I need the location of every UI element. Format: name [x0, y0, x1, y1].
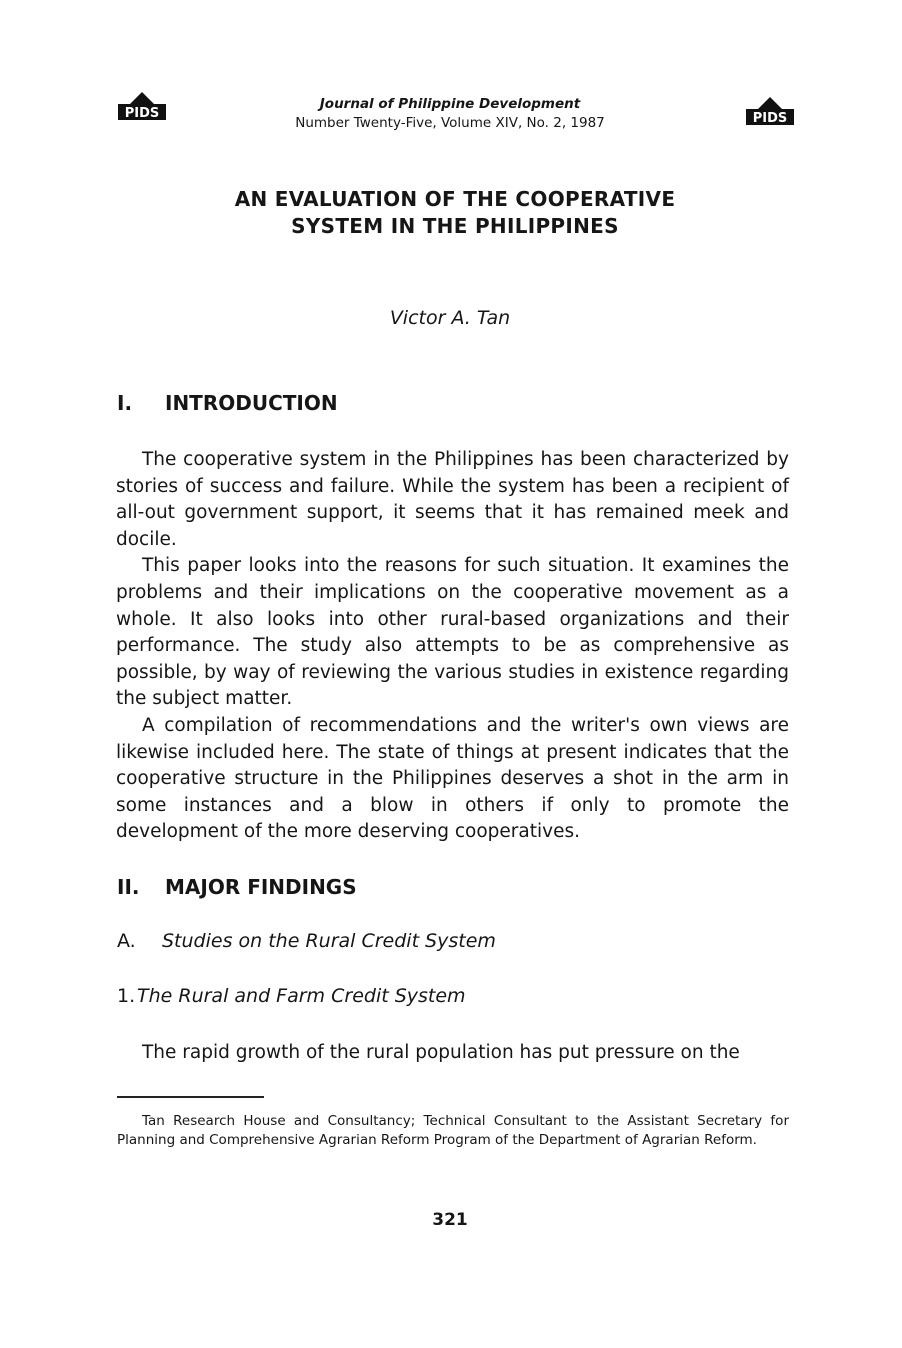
section-title: INTRODUCTION [165, 391, 338, 415]
section-number: II. [117, 875, 140, 899]
footnote-divider [117, 1096, 264, 1098]
svg-text:PIDS: PIDS [124, 106, 160, 121]
pids-logo-right [742, 95, 798, 129]
section-heading-introduction [117, 391, 338, 415]
findings-paragraph-1: The rapid growth of the rural population has put pressure on the [142, 1042, 740, 1063]
article-author: Victor A. Tan [389, 307, 511, 329]
introduction-body [116, 447, 789, 846]
intro-paragraph-3: A compilation of recommendations and the writer's own views are likewise included here. The state of things at present indicates that the cooperative structure in the Philippines deserves a shot in the arm in some instances and a blow in others if only to promote the development of the more deserving cooperatives. [116, 714, 789, 843]
journal-header [250, 95, 650, 133]
svg-text:PIDS: PIDS [752, 111, 788, 126]
subsection-number: 1. [117, 985, 136, 1007]
section-heading-major-findings [117, 875, 357, 899]
intro-paragraph-2: This paper looks into the reasons for such situation. It examines the problems and their implications on the cooperative movement as a whole. It also looks into other rural-based organizations and their performance. The study also attempts to be as comprehensive as possible, by way of reviewing the various studies in existence regarding the subject matter. [116, 555, 789, 710]
subsection-title: Studies on the Rural Credit System [162, 930, 496, 952]
subsection-number: A. [117, 930, 136, 952]
article-title [200, 186, 710, 240]
section-number: I. [117, 391, 133, 415]
subsection-title: The Rural and Farm Credit System [137, 985, 466, 1007]
subsection-heading-a [117, 930, 496, 952]
journal-issue: Number Twenty-Five, Volume XIV, No. 2, 1987 [295, 115, 605, 131]
journal-title: Journal of Philippine Development [319, 96, 581, 112]
footnote [117, 1112, 789, 1149]
article-title-line1: AN EVALUATION OF THE COOPERATIVE [234, 187, 676, 211]
page-number: 321 [432, 1210, 468, 1230]
intro-paragraph-1: The cooperative system in the Philippines has been characterized by stories of success and failure. While the system has been a recipient of all-out government support, it seems that it has remained meek and docile. [116, 449, 789, 550]
subsection-heading-1 [117, 985, 466, 1007]
pids-logo-left [114, 90, 170, 124]
article-title-line2: SYSTEM IN THE PHILIPPINES [291, 214, 619, 238]
footnote-text: Tan Research House and Consultancy; Technical Consultant to the Assistant Secretary for Planning and Comprehensive Agrarian Reform Program of the Department of Agrarian Reform. [117, 1113, 789, 1148]
findings-body [116, 1040, 789, 1067]
section-title: MAJOR FINDINGS [165, 875, 357, 899]
